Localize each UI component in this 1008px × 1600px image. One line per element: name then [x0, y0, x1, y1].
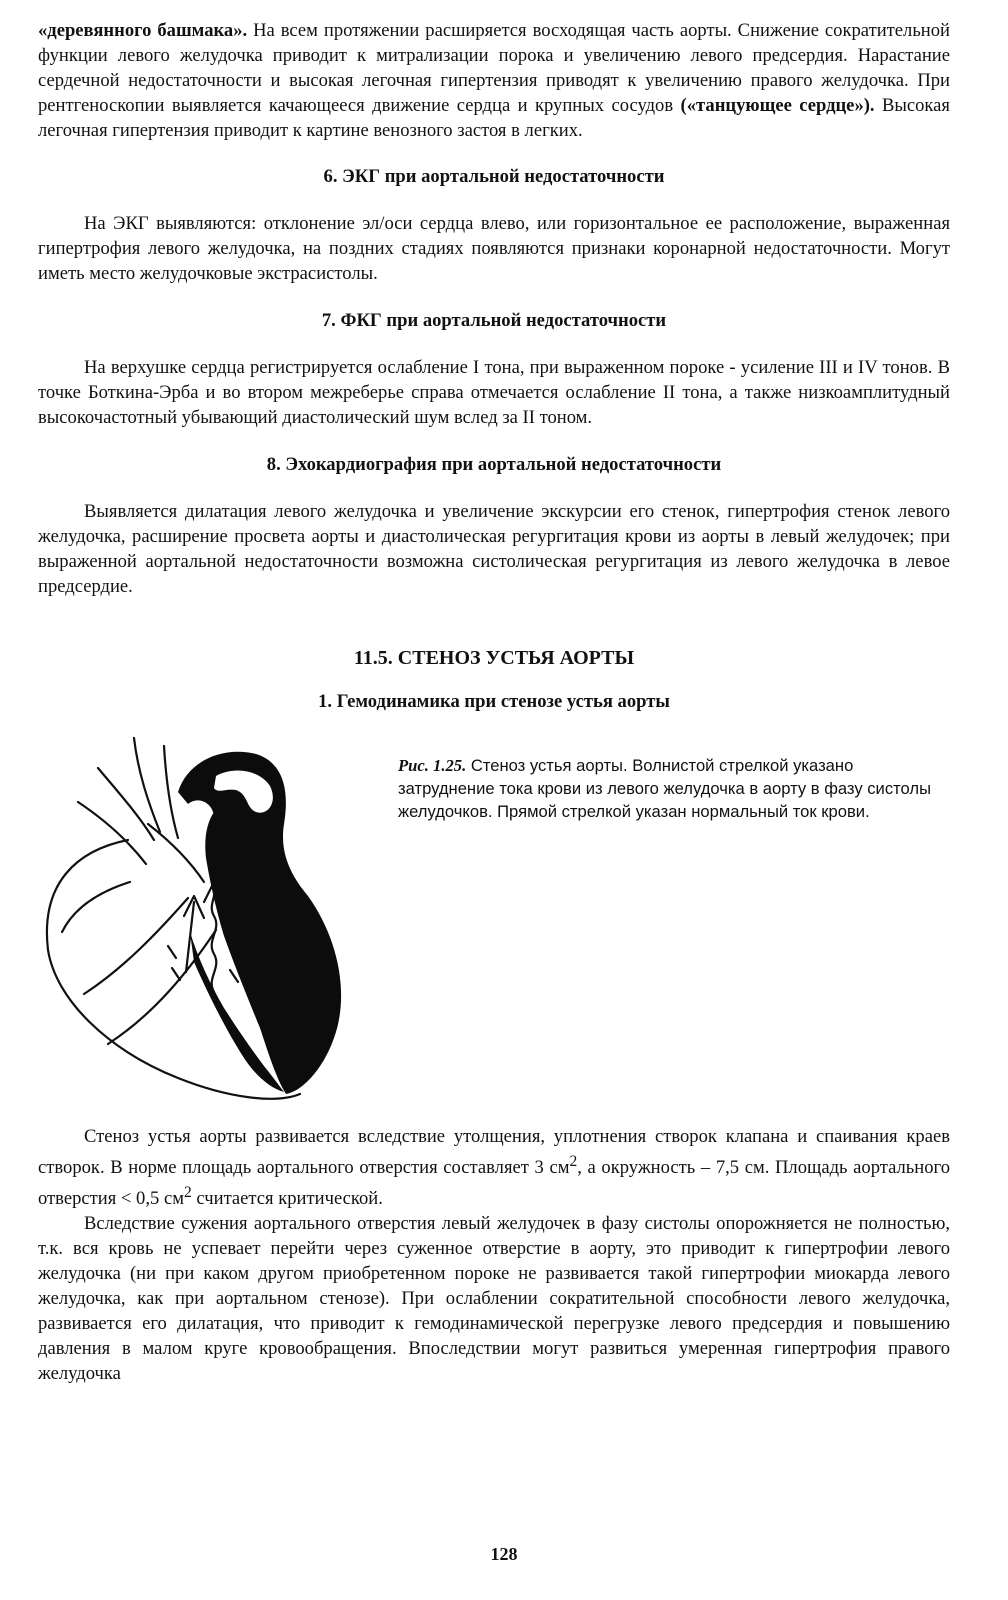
stenosis-p1-a: Стеноз устья аорты развивается вследствие утолщения, уплотнения створок клапана и спаивания краев створок. В норме площадь аортального отверстия составляет 3 см: [38, 1126, 950, 1179]
stenosis-p1-sup2: 2: [183, 1184, 192, 1202]
heart-aortic-stenosis-illustration: [38, 732, 378, 1104]
stenosis-paragraph-1: [38, 1124, 950, 1211]
page-number: 128: [490, 1544, 518, 1564]
stenosis-paragraph-2: Вследствие сужения аортального отверстия левый желудочек в фазу систолы опорожняется не полностью, т.к. вся кровь не успевает перейти через суженное отверстие в аорту, это приводит к гипертрофии левого желудочка (ни при каком другом приобретенном пороке не развивается такой гипертрофии миокарда левого желудочка, как при аортальном стенозе). При ослаблении сократительной способности левого желудочка, развивается его дилатация, что приводит к гемодинамической перегрузке левого предсердия и повышению давления в малом круге кровообращения. Впоследствии могут развиться умеренная гипертрофия правого желудочка: [38, 1213, 950, 1385]
fkg-paragraph: На верхушке сердца регистрируется ослабление I тона, при выраженном пороке - усиление III и IV тонов. В точке Боткина-Эрба и во втором межреберье справа отмечается ослабление II тона, а также низкоамплитудный высокочастотный убывающий диастолический шум вслед за II тоном.: [38, 357, 950, 428]
intro-tail: Высокая легочная гипертензия приводит к картине венозного застоя в легких.: [38, 95, 950, 141]
stenosis-p1-sup1: 2: [569, 1153, 578, 1170]
intro-text: На всем протяжении расширяется восходящая часть аорты. Снижение сократительной функции левого желудочка приводит к митрализации порока и увеличению левого предсердия. Нарастание сердечной недостаточности и высокая легочная гипертензия приводят к увеличению правого желудочка. При рентгеноскопии выявляется качающееся движение сердца и крупных сосудов: [38, 20, 950, 116]
echo-paragraph: Выявляется дилатация левого желудочка и увеличение экскурсии его стенок, гипертрофия стенок левого желудочка, расширение просвета аорты и диастолическая регургитация крови из аорты в левый желудочек; при выраженной аортальной недостаточности возможна систолическая регургитация из левого желудочка в левое предсердие.: [38, 501, 950, 597]
intro-bold-mid: («танцующее сердце»).: [680, 95, 875, 116]
intro-bold-start: «деревянного башмака».: [38, 20, 248, 41]
fkg-heading: 7. ФКГ при аортальной недостаточности: [321, 310, 667, 331]
figure-caption: [398, 754, 950, 823]
intro-paragraph: [38, 18, 950, 143]
page-content: [38, 18, 950, 1386]
stenosis-p1-b: , а окружность – 7,5 см. Площадь аортального отверстия < 0,5 см: [38, 1157, 950, 1210]
figure-label: Рис. 1.25.: [398, 756, 467, 775]
echo-heading: 8. Эхокардиография при аортальной недостаточности: [266, 454, 722, 475]
ekg-heading: 6. ЭКГ при аортальной недостаточности: [323, 166, 665, 187]
figure-caption-text: Стеноз устья аорты. Волнистой стрелкой указано затруднение тока крови из левого желудочка в аорту в фазу систолы желудочков. Прямой стрелкой указан нормальный ток крови.: [398, 756, 932, 821]
hemodynamics-heading: 1. Гемодинамика при стенозе устья аорты: [318, 691, 670, 712]
ekg-paragraph: На ЭКГ выявляются: отклонение эл/оси сердца влево, или горизонтальное ее расположение, выраженная гипертрофия левого желудочка, на поздних стадиях появляются признаки коронарной недостаточности. Могут иметь место желудочковые экстрасистолы.: [38, 213, 950, 284]
figure-block: [38, 724, 950, 1124]
chapter-heading: 11.5. СТЕНОЗ УСТЬЯ АОРТЫ: [353, 647, 635, 669]
stenosis-p1-c: считается критической.: [191, 1188, 383, 1210]
